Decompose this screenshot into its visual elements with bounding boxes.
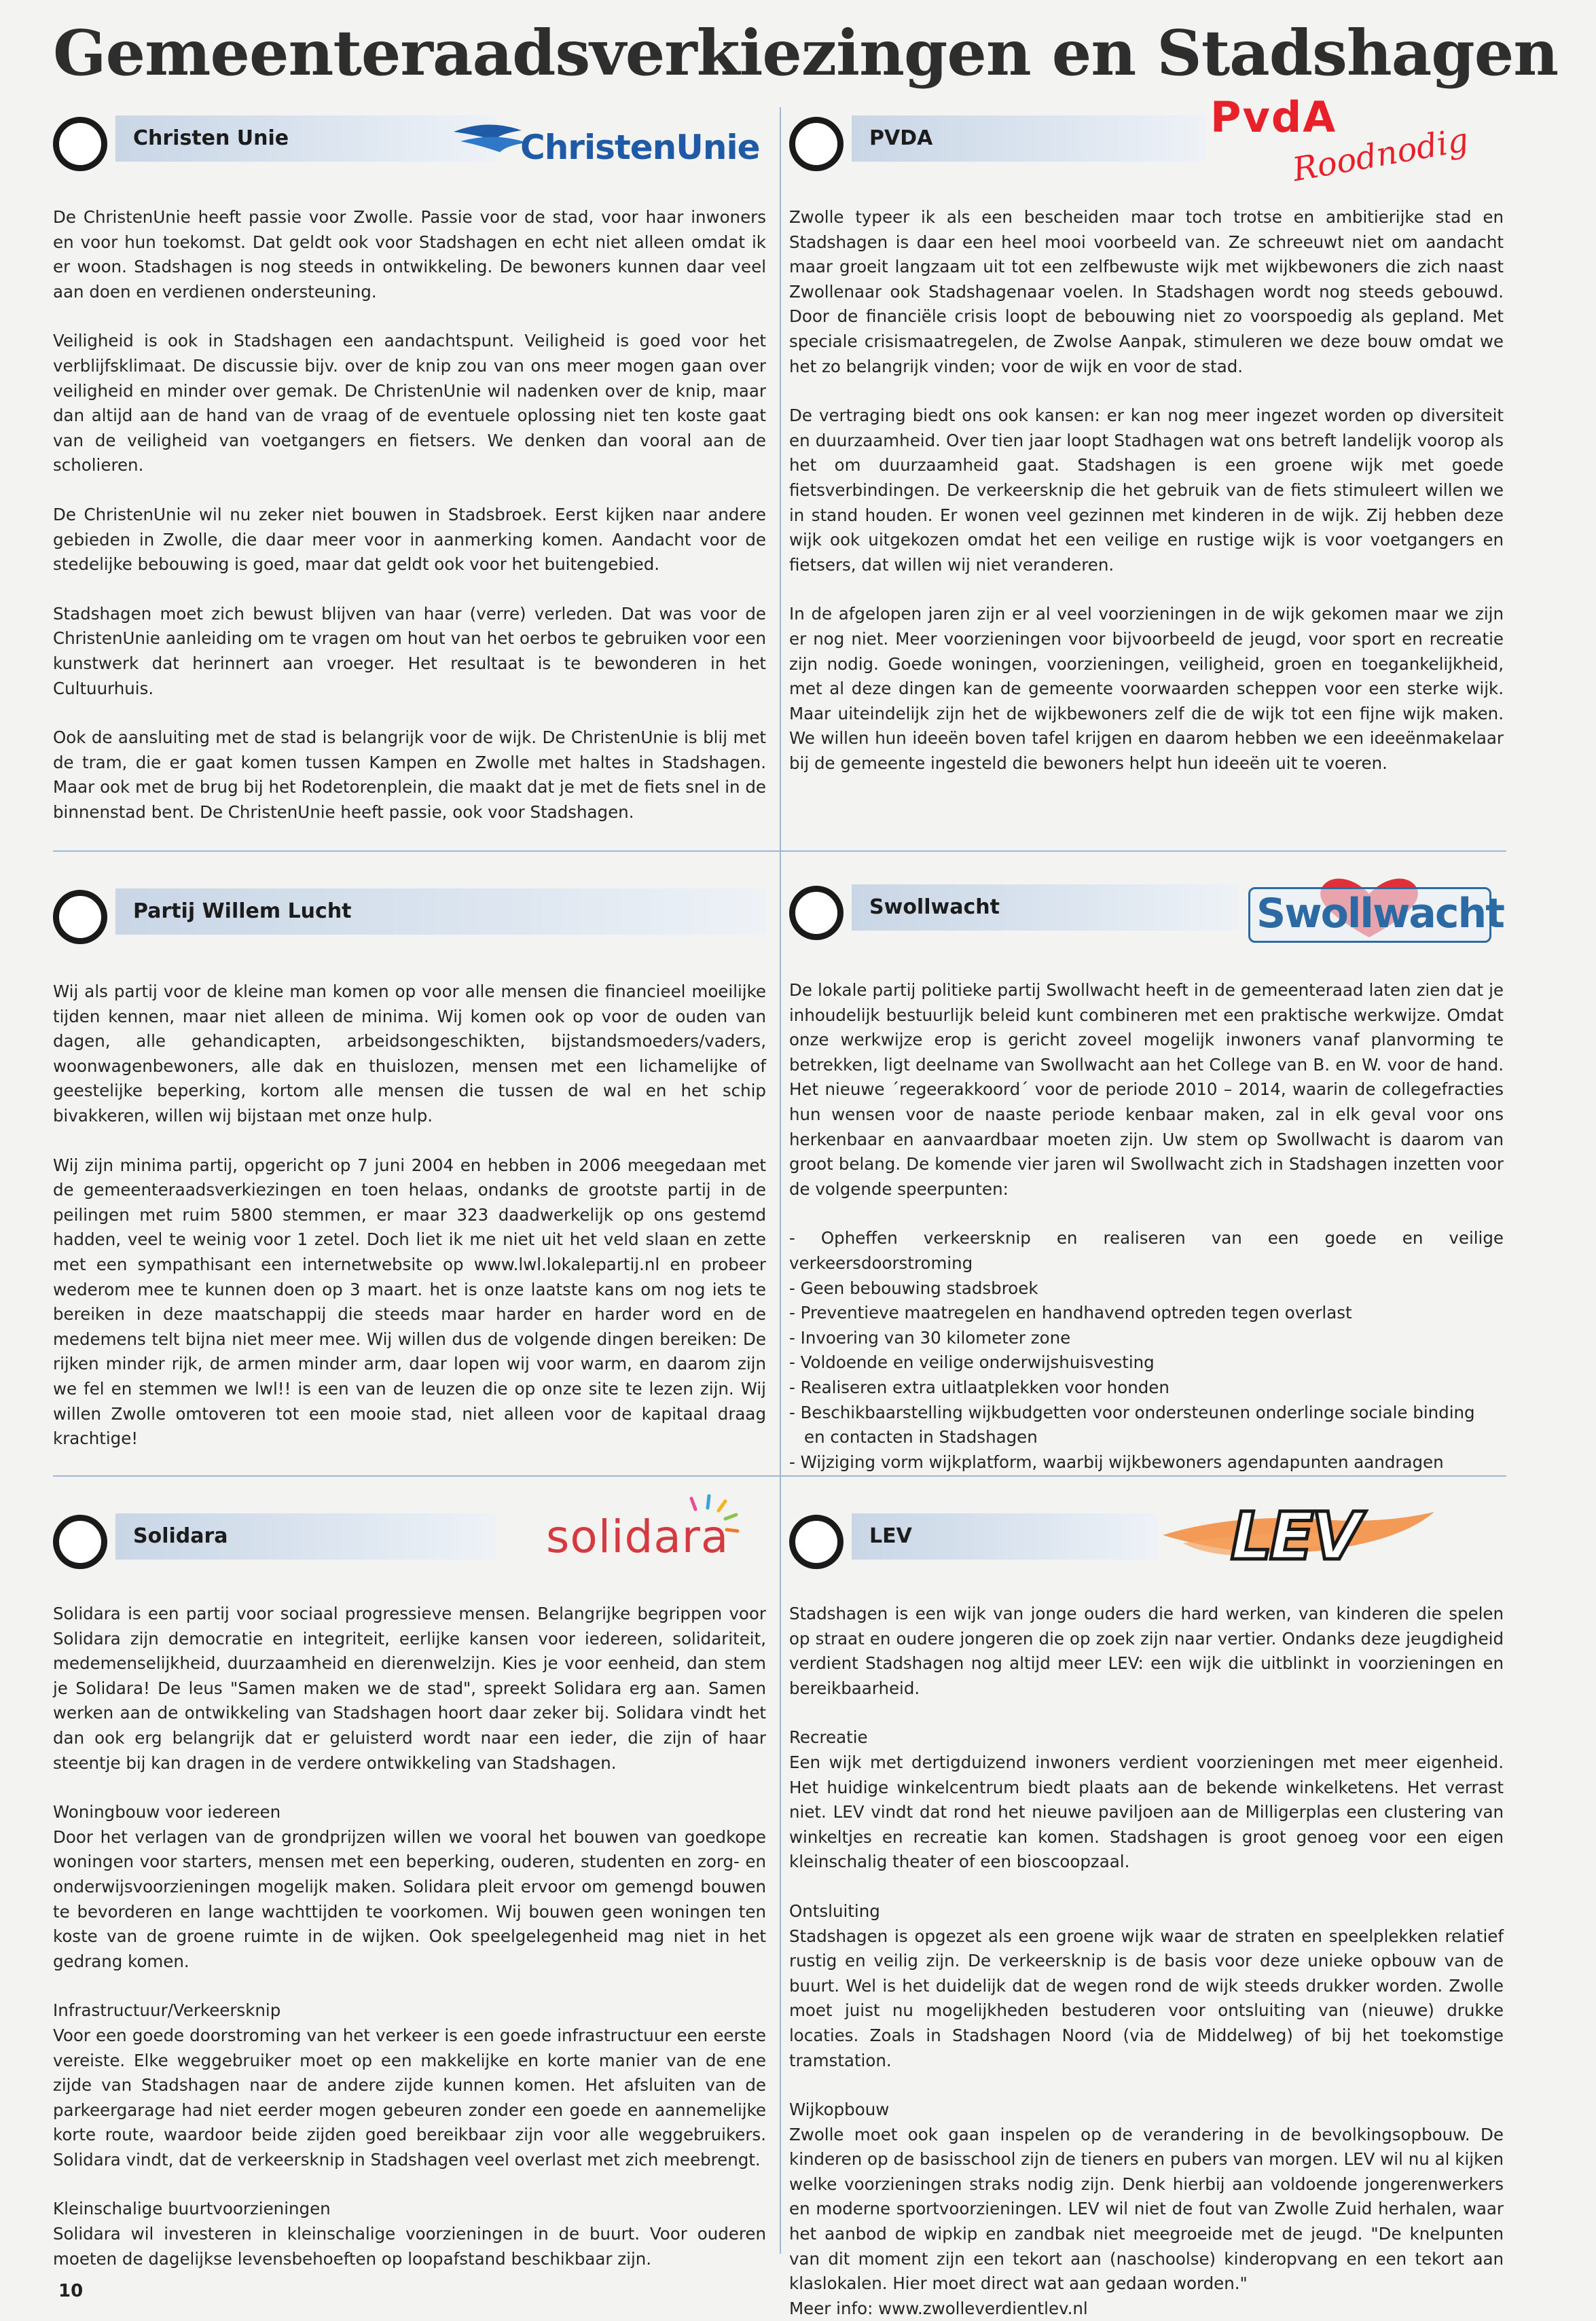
swollwacht-logo-text: Swollwacht	[1256, 890, 1504, 937]
list-item	[789, 1276, 1504, 1301]
page-number: 10	[58, 2281, 84, 2301]
subsection	[789, 1899, 1504, 2073]
checkbox-circle	[53, 1515, 107, 1569]
section-partij-willem-lucht	[53, 884, 766, 1449]
more-info-link[interactable]: Meer info: www.zwolleverdientlev.nl	[789, 2298, 1088, 2318]
section-header	[53, 111, 766, 174]
section-header	[53, 1509, 766, 1572]
christenunie-logo-text: ChristenUnie	[520, 128, 760, 167]
subsection	[53, 1998, 766, 2172]
party-name: Christen Unie	[115, 115, 496, 162]
section-header	[789, 1498, 1504, 1575]
section-body	[789, 978, 1504, 1475]
list-item-text: - Beschikbaarstelling wijkbudgetten voor ondersteunen onderlinge sociale binding	[789, 1402, 1475, 1422]
list-item	[789, 1301, 1504, 1326]
section-header	[789, 92, 1504, 190]
party-name: PVDA	[852, 115, 1205, 162]
paragraph: Zwolle typeer ik als een bescheiden maar toch trotse en ambitierijke stad en Stadshagen is daar een heel mooi voorbeeld van. Ze schreeuwt niet om aandacht maar groeit langzaam uit tot een zelfbewuste wijk met wijkbewoners die zich naast Zwollenaar ook Stadshagenaar voelen. In Stadshagen wordt nog steeds gebouwd. Door de financiële crisis loopt de bebouwing niet zo voorspoedig als gepland. Met speciale crisismaatregelen, de Zwolse Aanpak, stimuleren we deze bouw omdat we het zo belangrijk vinden; voor de wijk en voor de stad.	[789, 207, 1504, 376]
party-name: Swollwacht	[852, 884, 1239, 931]
paragraph: Wij als partij voor de kleine man komen op voor alle mensen die financieel moeilijke tijden kennen, maar niet alleen de minima. Wij komen ook op voor de ouden van dagen, alle gehandicapten, arbeidsongeschikten, bijstandsmoeders/vaders, woonwagenbewoners, alle dak en thuislozen, mensen met een lichamelijke of geestelijke beperking, kortom alle mensen die tussen de wal en het schip bivakkeren, willen wij bijstaan met onze hulp.	[53, 982, 766, 1126]
subsection-text: Stadshagen is opgezet als een groene wijk waar de straten en speelplekken relatief rustig en veilig zijn. De verkeersknip is de basis voor deze unieke opbouw van de buurt. Wel is het duidelijk dat de wegen rond de wijk steeds drukker worden. Zwolle moet juist nu mogelijkheden bestuderen voor ontsluiting van (nieuwe) drukke locaties. Zoals in Stadshagen Noord (via de Middelweg) of bij het toekomstige tramstation.	[789, 1926, 1504, 2070]
list-item-text: - Realiseren extra uitlaatplekken voor honden	[789, 1377, 1169, 1397]
section-solidara	[53, 1509, 766, 2269]
horizontal-divider-bottom	[53, 1475, 1506, 1477]
subsection-text: Zwolle moet ook gaan inspelen op de verandering in de bevolkingsopbouw. De kinderen op de basisschool zijn de tieners en pubers van morgen. LEV wil nu al kijken welke voorzieningen straks nodig zijn. Denk hierbij aan voldoende jongerenwerkers en moderne sportvoorzieningen. LEV wil niet de fout van Zwolle Zuid herhalen, waar het aanbod de wipkip en zandbak niet meegroeide met de jeugd. "De knelpunten van dit moment zijn een tekort aan (naschoolse) kinderopvang en een tekort aan klaslokalen. Hier moet direct wat aan gedaan worden."	[789, 2124, 1504, 2294]
subsection	[53, 1800, 766, 1974]
section-body	[53, 979, 766, 1452]
section-header	[789, 880, 1504, 943]
paragraph: Stadshagen moet zich bewust blijven van haar (verre) verleden. Dat was voor de ChristenUnie aanleiding om te vragen om hout van het oerbos te gebruiken voor een kunstwerk dat herinnert aan vroeger. Het resultaat is te bewonderen in het Cultuurhuis.	[53, 603, 766, 698]
section-lev	[789, 1498, 1504, 2318]
checkbox-circle	[53, 117, 107, 171]
subsection-text: Door het verlagen van de grondprijzen willen we vooral het bouwen van goedkope woningen voor starters, mensen met een beperking, ouderen, studenten en zorg- en onderwijsvoorzieningen mogelijk maken. Solidara pleit ervoor om gemengd bouwen te bevorderen en lange wachttijden te voorkomen. Wij bouwen geen woningen ten koste van de groene ruimte in de wijken. Ook speelgelegenheid mag niet in het gedrang komen.	[53, 1827, 766, 1971]
list-item	[789, 1226, 1504, 1276]
subsection-heading: Kleinschalige buurtvoorzieningen	[53, 2199, 331, 2219]
paragraph: De ChristenUnie heeft passie voor Zwolle. Passie voor de stad, voor haar inwoners en voor hun toekomst. Dat geldt ook voor Stadshagen en echt niet alleen omdat ik er woon. Stadshagen is nog steeds in ontwikkeling. De bewoners kunnen daar veel aan doen en verdienen ondersteuning.	[53, 207, 766, 302]
checkbox-circle	[53, 890, 107, 944]
checkbox-circle	[789, 117, 844, 171]
list-item-continuation: en contacten in Stadshagen	[804, 1427, 1038, 1447]
pvda-tagline: Roodnodig	[1290, 120, 1472, 190]
section-christenunie	[53, 111, 766, 822]
paragraph: Stadshagen is een wijk van jonge ouders die hard werken, van kinderen die spelen op straat en oudere jongeren die op zoek zijn naar vertier. Ondanks deze jeugdigheid verdient Stadshagen nog altijd meer LEV: een wijk die uitblinkt in voorzieningen en bereikbaarheid.	[789, 1604, 1504, 1698]
section-body	[53, 205, 766, 825]
paragraph: Solidara is een partij voor sociaal progressieve mensen. Belangrijke begrippen voor Solidara zijn democratie en integriteit, eerlijke kansen voor iedereen, solidariteit, medemenselijkheid, duurzaamheid en dierenwelzijn. Kies je voor eenheid, dan stem je Solidara! De leus "Samen maken we de stad", spreekt Solidara erg aan. Samen werken aan de ontwikkeling van Stadshagen hoort daar zeker bij. Solidara vindt het dan ook erg belangrijk dat er geluisterd wordt naar een ieder, die zijn of haar steentje bij kan dragen in de verdere ontwikkeling van Stadshagen.	[53, 1604, 766, 1773]
checkbox-circle	[789, 886, 844, 940]
subsection-heading: Infrastructuur/Verkeersknip	[53, 2000, 281, 2021]
list-item-text: - Voldoende en veilige onderwijshuisvesting	[789, 1352, 1155, 1373]
subsection-text: Solidara wil investeren in kleinschalige voorzieningen in de buurt. Voor ouderen moeten de dagelijkse levensbehoeften op loopafstand beschikbaar zijn.	[53, 2224, 766, 2269]
subsection-heading: Ontsluiting	[789, 1901, 880, 1921]
lev-logo	[1156, 1485, 1441, 1580]
subsection-text: Voor een goede doorstroming van het verkeer is een goede infrastructuur een eerste vereiste. Elke weggebruiker moet op een makkelijke en korte manier van de ene zijde van Stadshagen naar de andere zijde kunnen komen. Het afsluiten van de parkeergarage had niet eerder mogen gebeuren zonder een goede en aannemelijke korte route, waardoor beide zijden goed bereikbaar zijn voor alle weggebruikers. Solidara vindt, dat de verkeersknip in Stadshagen veel overlast met zich meebrengt.	[53, 2025, 766, 2170]
lev-logo-text: LEV	[1231, 1498, 1360, 1575]
page-title: Gemeenteraadsverkiezingen en Stadshagen	[53, 16, 1559, 90]
paragraph: De ChristenUnie wil nu zeker niet bouwen in Stadsbroek. Eerst kijken naar andere gebieden in Zwolle, die daar meer voor in aanmerking komen. Aandacht voor de stedelijke bebouwing is goed, maar dat geldt ook voor het buitengebied.	[53, 504, 766, 575]
subsection-heading: Recreatie	[789, 1727, 868, 1748]
subsection	[53, 2197, 766, 2271]
list-item-text: - Geen bebouwing stadsbroek	[789, 1278, 1038, 1298]
paragraph: In de afgelopen jaren zijn er al veel voorzieningen in de wijk gekomen maar we zijn er nog niet. Meer voorzieningen voor bijvoorbeeld de jeugd, voor sport en recreatie zijn nodig. Goede woningen, voorzieningen, veiligheid, groen en toegankelijkheid, met al deze dingen kan de gemeente voorwaarden scheppen voor een sterke wijk. Maar uiteindelijk zijn het de wijkbewoners zelf die de wijk tot een fijne wijk maken. We willen hun ideeën boven tafel krijgen en daarom hebben we een ideeënmakelaar bij de gemeente ingesteld die bewoners helpt hun ideeën uit te voeren.	[789, 604, 1504, 773]
section-pvda	[789, 92, 1504, 773]
list-item	[789, 1450, 1504, 1475]
paragraph: De vertraging biedt ons ook kansen: er kan nog meer ingezet worden op diversiteit en duurzaamheid. Over tien jaar loopt Stadhagen wat ons betreft landelijk voorop als het om duurzaamheid gaat. Stadshagen is een groene wijk met goede fietsverbindingen. De verkeersknip die het gebruik van de fiets stimuleert willen we in stand houden. Er wonen veel gezinnen met kinderen in de wijk. Zij hebben deze wijk ook uitgekozen omdat het een veilige en rustige wijk is voor voetgangers en fietsers, dat willen wij niet veranderen.	[789, 406, 1504, 575]
list-item-text: - Opheffen verkeersknip en realiseren van een goede en veilige verkeersdoorstroming	[789, 1228, 1504, 1273]
swollwacht-logo	[1248, 875, 1504, 943]
section-header	[53, 884, 766, 947]
christenunie-logo	[447, 111, 759, 173]
paragraph: Wij zijn minima partij, opgericht op 7 juni 2004 en hebben in 2006 meegedaan met de gemeenteraadsverkiezingen en toen helaas, ondanks de grootste partij in de peilingen met ruim 5800 stemmen, er maar 323 daadwerkelijk op ons gestemd hadden, veel te weinig voor 1 zetel. Doch liet ik me niet uit het veld slaan en zette met een sympathisant een internetwebsite op www.lwl.lokalepartij.nl en probeer wederom mee te kunnen doen op 3 maart. het is onze laatste kans om nog iets te bereiken in deze maatschappij die steeds maar harder en harder word en de medemens telt bijna niet meer mee. Wij willen dus de volgende dingen bereiken: De rijken minder rijk, de armen minder arm, daar lopen wij voor warm, en daarom zijn we fel en stemmen we lwl!! is een van de leuzen die op onze site te lezen zijn. Wij willen Zwolle omtoveren tot een mooie stad, niet alleen voor de kapitaal draag krachtige!	[53, 1155, 766, 1449]
subsection-heading: Wijkopbouw	[789, 2100, 890, 2120]
pvda-logo	[1210, 92, 1495, 190]
speerpunten-list	[789, 1226, 1504, 1475]
horizontal-divider-top	[53, 850, 1506, 852]
section-body	[789, 1602, 1504, 2321]
list-item-text: - Wijziging vorm wijkplatform, waarbij wijkbewoners agendapunten aandragen	[789, 1452, 1444, 1472]
paragraph: De lokale partij politieke partij Swollwacht heeft in de gemeenteraad laten zien dat je inhoudelijk bestuurlijk beleid kunt combineren met een praktische werkwijze. Omdat onze werkwijze erop is gericht zoveel mogelijk inwoners vanaf planvorming te betrekken, ligt deelname van Swollwacht aan het College van B. en W. voor de hand. Het nieuwe ´regeerakkoord´ voor de periode 2010 – 2014, waarin de collegefracties hun wensen voor de naaste periode kenbaar maken, zal in elk geval voor ons herkenbaar en aanvaardbaar moeten zijn. Uw stem op Swollwacht is daarom van groot belang. De komende vier jaren wil Swollwacht zich in Stadshagen inzetten voor de volgende speerpunten:	[789, 980, 1504, 1199]
list-item	[789, 1326, 1504, 1351]
pvda-logo-text: PvdA	[1210, 92, 1337, 142]
vertical-divider	[780, 107, 781, 2254]
section-body	[789, 205, 1504, 776]
list-item-text: - Preventieve maatregelen en handhavend optreden tegen overlast	[789, 1303, 1352, 1323]
party-name: Partij Willem Lucht	[115, 888, 766, 935]
paragraph: Veiligheid is ook in Stadshagen een aandachtspunt. Veiligheid is goed voor het verblijfsklimaat. De discussie bijv. over de knip zou van ons meer mogen gaan over veiligheid en minder over gemak. De ChristenUnie wil nadenken over de knip, maar dan altijd aan de hand van de vraag of de eventuele oplossing niet ten koste gaat van de veiligheid van voetgangers en fietsers. We denken dan vooral aan de scholieren.	[53, 331, 766, 475]
solidara-logo-text: solidara	[546, 1511, 729, 1563]
list-item-text: - Invoering van 30 kilometer zone	[789, 1327, 1071, 1348]
solidara-logo	[494, 1494, 766, 1573]
list-item	[789, 1375, 1504, 1401]
list-item	[789, 1350, 1504, 1375]
party-name: Solidara	[115, 1513, 496, 1560]
subsection-heading: Woningbouw voor iedereen	[53, 1802, 281, 1822]
section-body	[53, 1602, 766, 2271]
subsection-text: Een wijk met dertigduizend inwoners verdient voorzieningen met meer eigenheid. Het huidige winkelcentrum biedt plaats aan de bekende winkelketens. Het verrast niet. LEV vindt dat rond het nieuwe paviljoen aan de Milligerplas een clustering van winkeltjes en recreatie kan komen. Stadshagen is groot genoeg voor een eigen kleinschalig theater of een bioscoopzaal.	[789, 1752, 1504, 1872]
party-name: LEV	[852, 1513, 1157, 1560]
list-item	[789, 1401, 1504, 1450]
subsection	[789, 2098, 1504, 2321]
section-swollwacht	[789, 874, 1504, 1472]
paragraph: Ook de aansluiting met de stad is belangrijk voor de wijk. De ChristenUnie is blij met de tram, die er gaat komen tussen Kampen en Zwolle met haltes in Stadshagen. Maar ook met de brug bij het Rodetorenplein, die maakt dat je met de fiets snel in de binnenstad bent. De ChristenUnie heeft passie, ook voor Stadshagen.	[53, 727, 766, 822]
checkbox-circle	[789, 1515, 844, 1569]
subsection	[789, 1725, 1504, 1875]
